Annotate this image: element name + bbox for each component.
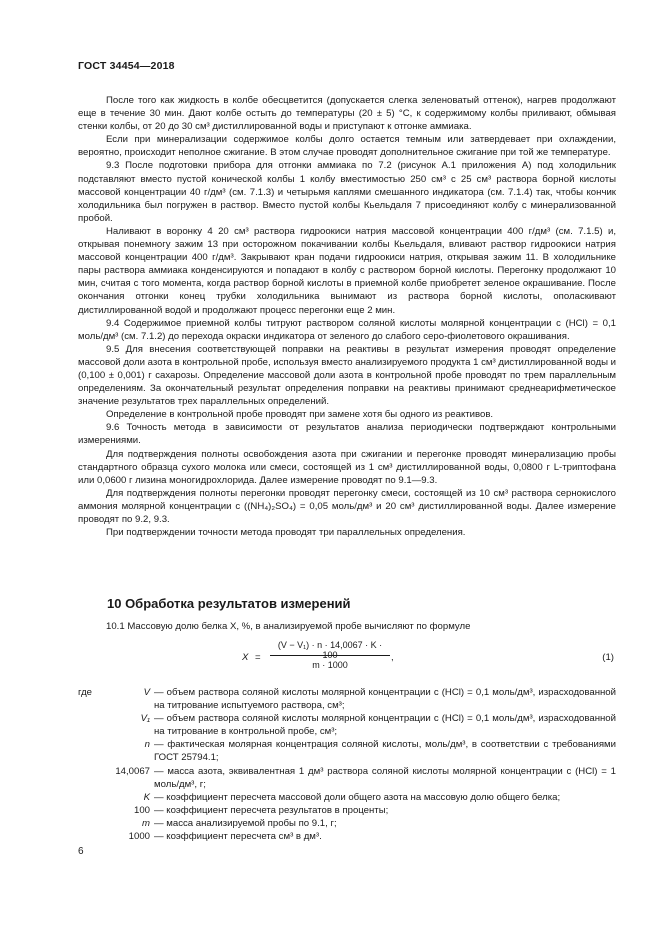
definition-symbol: V₁ (140, 713, 150, 725)
paragraph: 9.5 Для внесения соответствующей поправки на реактивы в результат измерения проводят определение массовой доли азота в контрольной пробе, используя вместо анализируемого продукта 1 см³ дистиллированной воды и (0,100 ± 0,001) г сахарозы. Определение массовой доли азота в контрольной пробе проводят по трем параллельным определениям. За окончательный результат определения поправки на реактивы принимают среднеарифметическое значение результатов трех параллельных определений. (78, 343, 616, 408)
definition-text: — объем раствора соляной кислоты молярной концентрации с (HCl) = 0,1 моль/дм³, израсходованной на титрование испытуемого раствора, см³; (154, 687, 616, 712)
paragraph: 9.3 После подготовки прибора для отгонки аммиака по 7.2 (рисунок А.1 приложения А) под холодильник подставляют вместо пустой конической колбы 1 колбу вместимостью 250 см³ с 25 см³ раствора борной кислоты массовой концентрации 40 г/дм³ (см. 7.1.3) и четырьмя каплями смешанного индикатора (см. 7.1.4) так, чтобы кончик холодильника был погружен в раствор. Вместо пустой колбы Кьельдаля 7 присоединяют колбу с минерализованной пробой. (78, 160, 616, 224)
paragraph: 9.6 Точность метода в зависимости от результатов анализа периодически подтверждают контрольными измерениями. (78, 422, 616, 447)
definition-row (78, 686, 616, 712)
definition-symbol: K (143, 791, 150, 803)
definition-text: — масса анализируемой пробы по 9.1, г; (154, 817, 337, 829)
definition-text: — коэффициент пересчета массовой доли общего азота на массовую долю общего белка; (154, 791, 561, 803)
formula-denominator: m · 1000 (312, 660, 348, 670)
paragraph: Наливают в воронку 4 20 см³ раствора гидроокиси натрия массовой концентрации 400 г/дм³ (см. 7.1.5) и, открывая понемногу зажим 13 при осторожном покачивании колбы Кьельдаля, вливают раствор гидроокиси натрия массовой концентрации 400 г/дм³. Закрывают кран подачи гидроокиси натрия, открывая зажим 11. В холодильнике пары раствора аммиака конденсируются и попадают в колбу с раствором борной кислоты. Перегонку продолжают 10 мин, считая с того момента, когда раствор борной кислоты в приемной колбе приобретет зеленое окрашивание. После окончания отгонки конец трубки холодильника вынимают из раствора борной кислоты, ополаскивают дистиллированной водой и продолжают процесс перегонки еще 2 мин. (78, 225, 616, 316)
where-label: где (78, 687, 93, 698)
page-number: 6 (78, 846, 84, 857)
definition-symbol: V (143, 687, 150, 698)
definition-row (78, 765, 616, 791)
definition-text: — масса азота, эквивалентная 1 дм³ раствора соляной кислоты молярной концентрации с (HCl) = 1 моль/дм³, г; (154, 765, 616, 790)
section-title: 10 Обработка результатов измерений (107, 596, 351, 611)
definition-row (78, 712, 616, 738)
paragraph: После того как жидкость в колбе обесцветится (допускается слегка зеленоватый оттенок), нагрев продолжают еще в течение 30 мин. Дают колбе остыть до температуры (20 ± 5) °С, к содержимому колбы приливают, обмывая стенки колбы, от 20 до 30 см³ дистиллированной воды и приступают к отгонке аммиака. (78, 95, 616, 133)
definitions-table (78, 686, 616, 843)
formula-number: (1) (602, 652, 614, 663)
paragraph: Определение в контрольной пробе проводят при замене хотя бы одного из реактивов. (106, 409, 494, 421)
paragraph: Если при минерализации содержимое колбы долго остается темным или затвердевает при охлаждении, вероятно, происходит неполное сжигание. В этом случае проводят дополнительное сжигание при той же температуре. (78, 134, 616, 159)
definition-symbol: 14,0067 (115, 765, 150, 777)
document-header: ГОСТ 34454—2018 (78, 60, 175, 72)
formula-numerator: (V − V₁) · n · 14,0067 · K · 100 (277, 640, 383, 660)
formula-lhs: X (242, 652, 249, 663)
formula-equals: = (255, 652, 261, 663)
paragraph: 9.4 Содержимое приемной колбы титруют раствором соляной кислоты молярной концентрации с (HCl) = 0,1 моль/дм³ (см. 7.1.2) до перехода окраски индикатора от зеленого до слабого серо-фиолетового окрашивания. (78, 317, 616, 342)
formula-comma: , (391, 652, 394, 663)
definition-symbol: 100 (133, 804, 150, 816)
formula (242, 640, 614, 678)
definition-text: — фактическая молярная концентрация соляной кислоты, моль/дм³, в соответствии с требованиями ГОСТ 25794.1; (154, 739, 616, 764)
paragraph: Для подтверждения полноты освобождения азота при сжигании и перегонке проводят минерализацию пробы стандартного образца сухого молока или смеси, состоящей из 1 см³ дистиллированной воды, 0,0800 г L-триптофана или 0,0600 г лизина моногидрохлорида. Далее измерение проводят по 9.1—9.3. (78, 448, 616, 486)
definition-row (78, 830, 616, 843)
definition-symbol: m (142, 817, 150, 829)
definition-text: — объем раствора соляной кислоты молярной концентрации с (HCl) = 0,1 моль/дм³, израсходованной на титрование в контрольной пробе, см³; (154, 713, 616, 738)
formula-intro: 10.1 Массовую долю белка X, %, в анализируемой пробе вычисляют по формуле (106, 621, 471, 632)
paragraph: При подтверждении точности метода проводят три параллельных определения. (106, 527, 466, 539)
paragraph: Для подтверждения полноты перегонки проводят перегонку смеси, состоящей из 10 см³ раствора сернокислого аммония молярной концентрации с ((NH₄)₂SO₄) = 0,05 моль/дм³ и 20 см³ дистиллированной воды. Далее измерение проводят по 9.2, 9.3. (78, 487, 616, 525)
body-text (78, 94, 616, 539)
definition-symbol: n (144, 739, 150, 751)
definition-symbol: 1000 (128, 831, 150, 843)
definition-row (78, 791, 616, 804)
definitions (78, 686, 616, 843)
fraction-bar (270, 655, 390, 656)
definition-row (78, 738, 616, 764)
definition-row (78, 804, 616, 817)
definition-text: — коэффициент пересчета результатов в проценты; (154, 804, 389, 816)
definition-row (78, 817, 616, 830)
definition-text: — коэффициент пересчета см³ в дм³. (154, 831, 322, 843)
